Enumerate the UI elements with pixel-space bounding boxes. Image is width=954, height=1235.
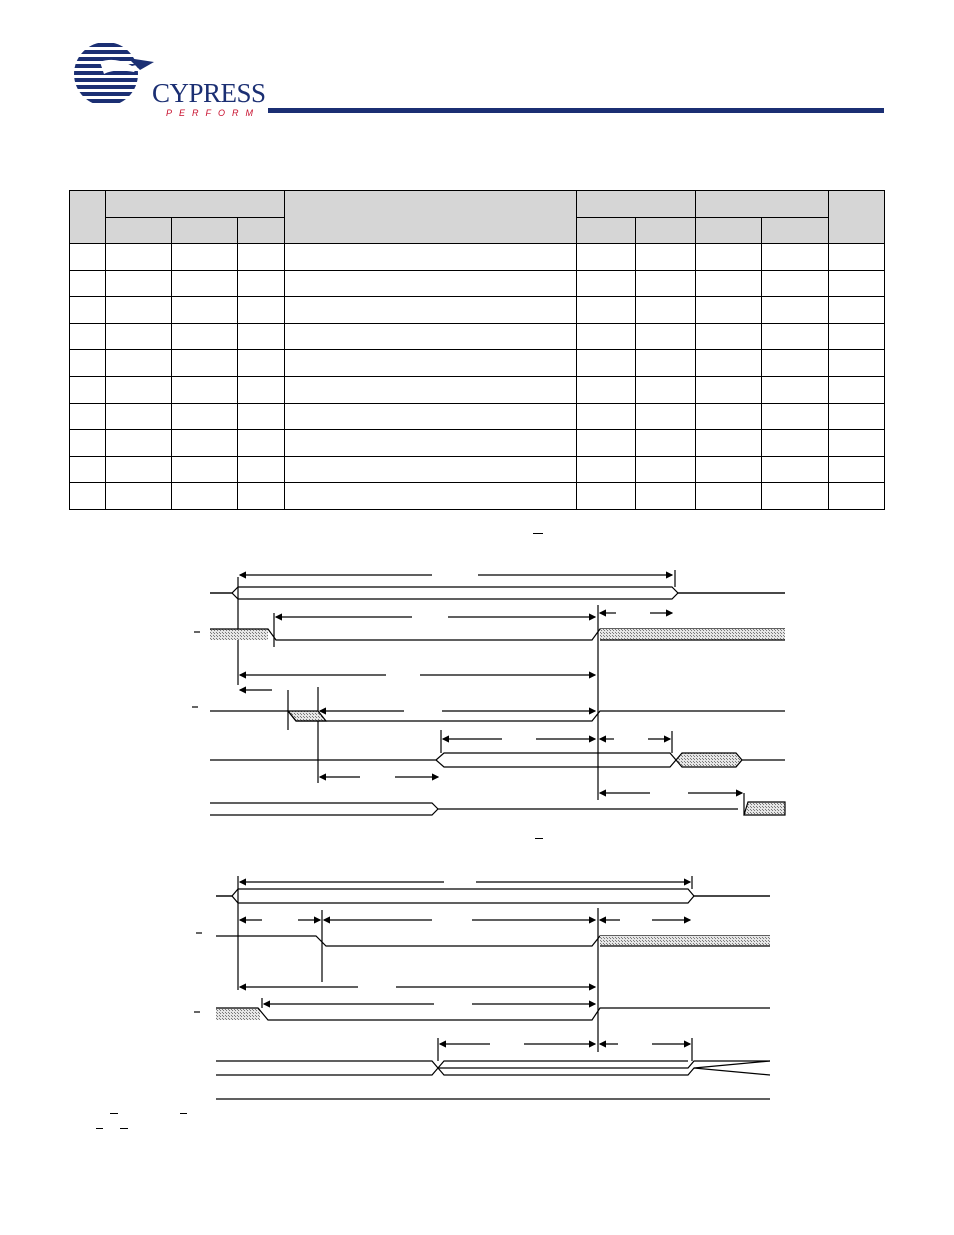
- table-row: [70, 403, 885, 430]
- timing-diagram-2: [190, 830, 890, 1115]
- overbar-mark: [180, 1113, 187, 1114]
- table-row: [70, 244, 885, 271]
- globe-logo-icon: [70, 40, 156, 106]
- signal-row-4: [210, 730, 785, 777]
- table-row: [70, 270, 885, 297]
- signal-row-3: [210, 711, 785, 721]
- signal-row-1: [216, 876, 770, 990]
- table-header-row-1: [70, 191, 885, 218]
- company-name: CYPRESS: [152, 78, 266, 108]
- header-cell: [285, 191, 577, 244]
- signal-row-5: [210, 793, 785, 815]
- timing-diagram-1: [190, 525, 890, 825]
- table-row: [70, 323, 885, 350]
- header-cell: [636, 218, 696, 244]
- header-cell: [762, 218, 829, 244]
- header-cell: [696, 218, 762, 244]
- header-rule: [268, 108, 884, 113]
- table-row: [70, 456, 885, 483]
- table-row: [70, 376, 885, 403]
- signal-row-2: [216, 908, 770, 1052]
- company-logo: [70, 40, 266, 120]
- table-row: [70, 483, 885, 510]
- signal-row-4: [216, 1038, 770, 1075]
- header-cell: [238, 218, 285, 244]
- table-row: [70, 350, 885, 377]
- header-cell: [106, 218, 172, 244]
- header-cell: [829, 191, 885, 244]
- header-cell: [172, 218, 238, 244]
- header-cell: [577, 191, 696, 218]
- overbar-mark: [96, 1128, 103, 1129]
- signal-row-3: [216, 998, 770, 1020]
- signal-row-1: [210, 570, 785, 685]
- header-cell: [577, 218, 636, 244]
- overbar-mark: [110, 1113, 118, 1114]
- signal-row-2: [210, 605, 785, 800]
- header-cell: [70, 191, 106, 244]
- table-row: [70, 297, 885, 324]
- overbar-mark: [120, 1128, 128, 1129]
- table-row: [70, 430, 885, 457]
- company-tagline: PERFORM: [166, 108, 260, 118]
- header-cell: [696, 191, 829, 218]
- timing-parameter-table: [69, 190, 885, 510]
- header-cell: [106, 191, 285, 218]
